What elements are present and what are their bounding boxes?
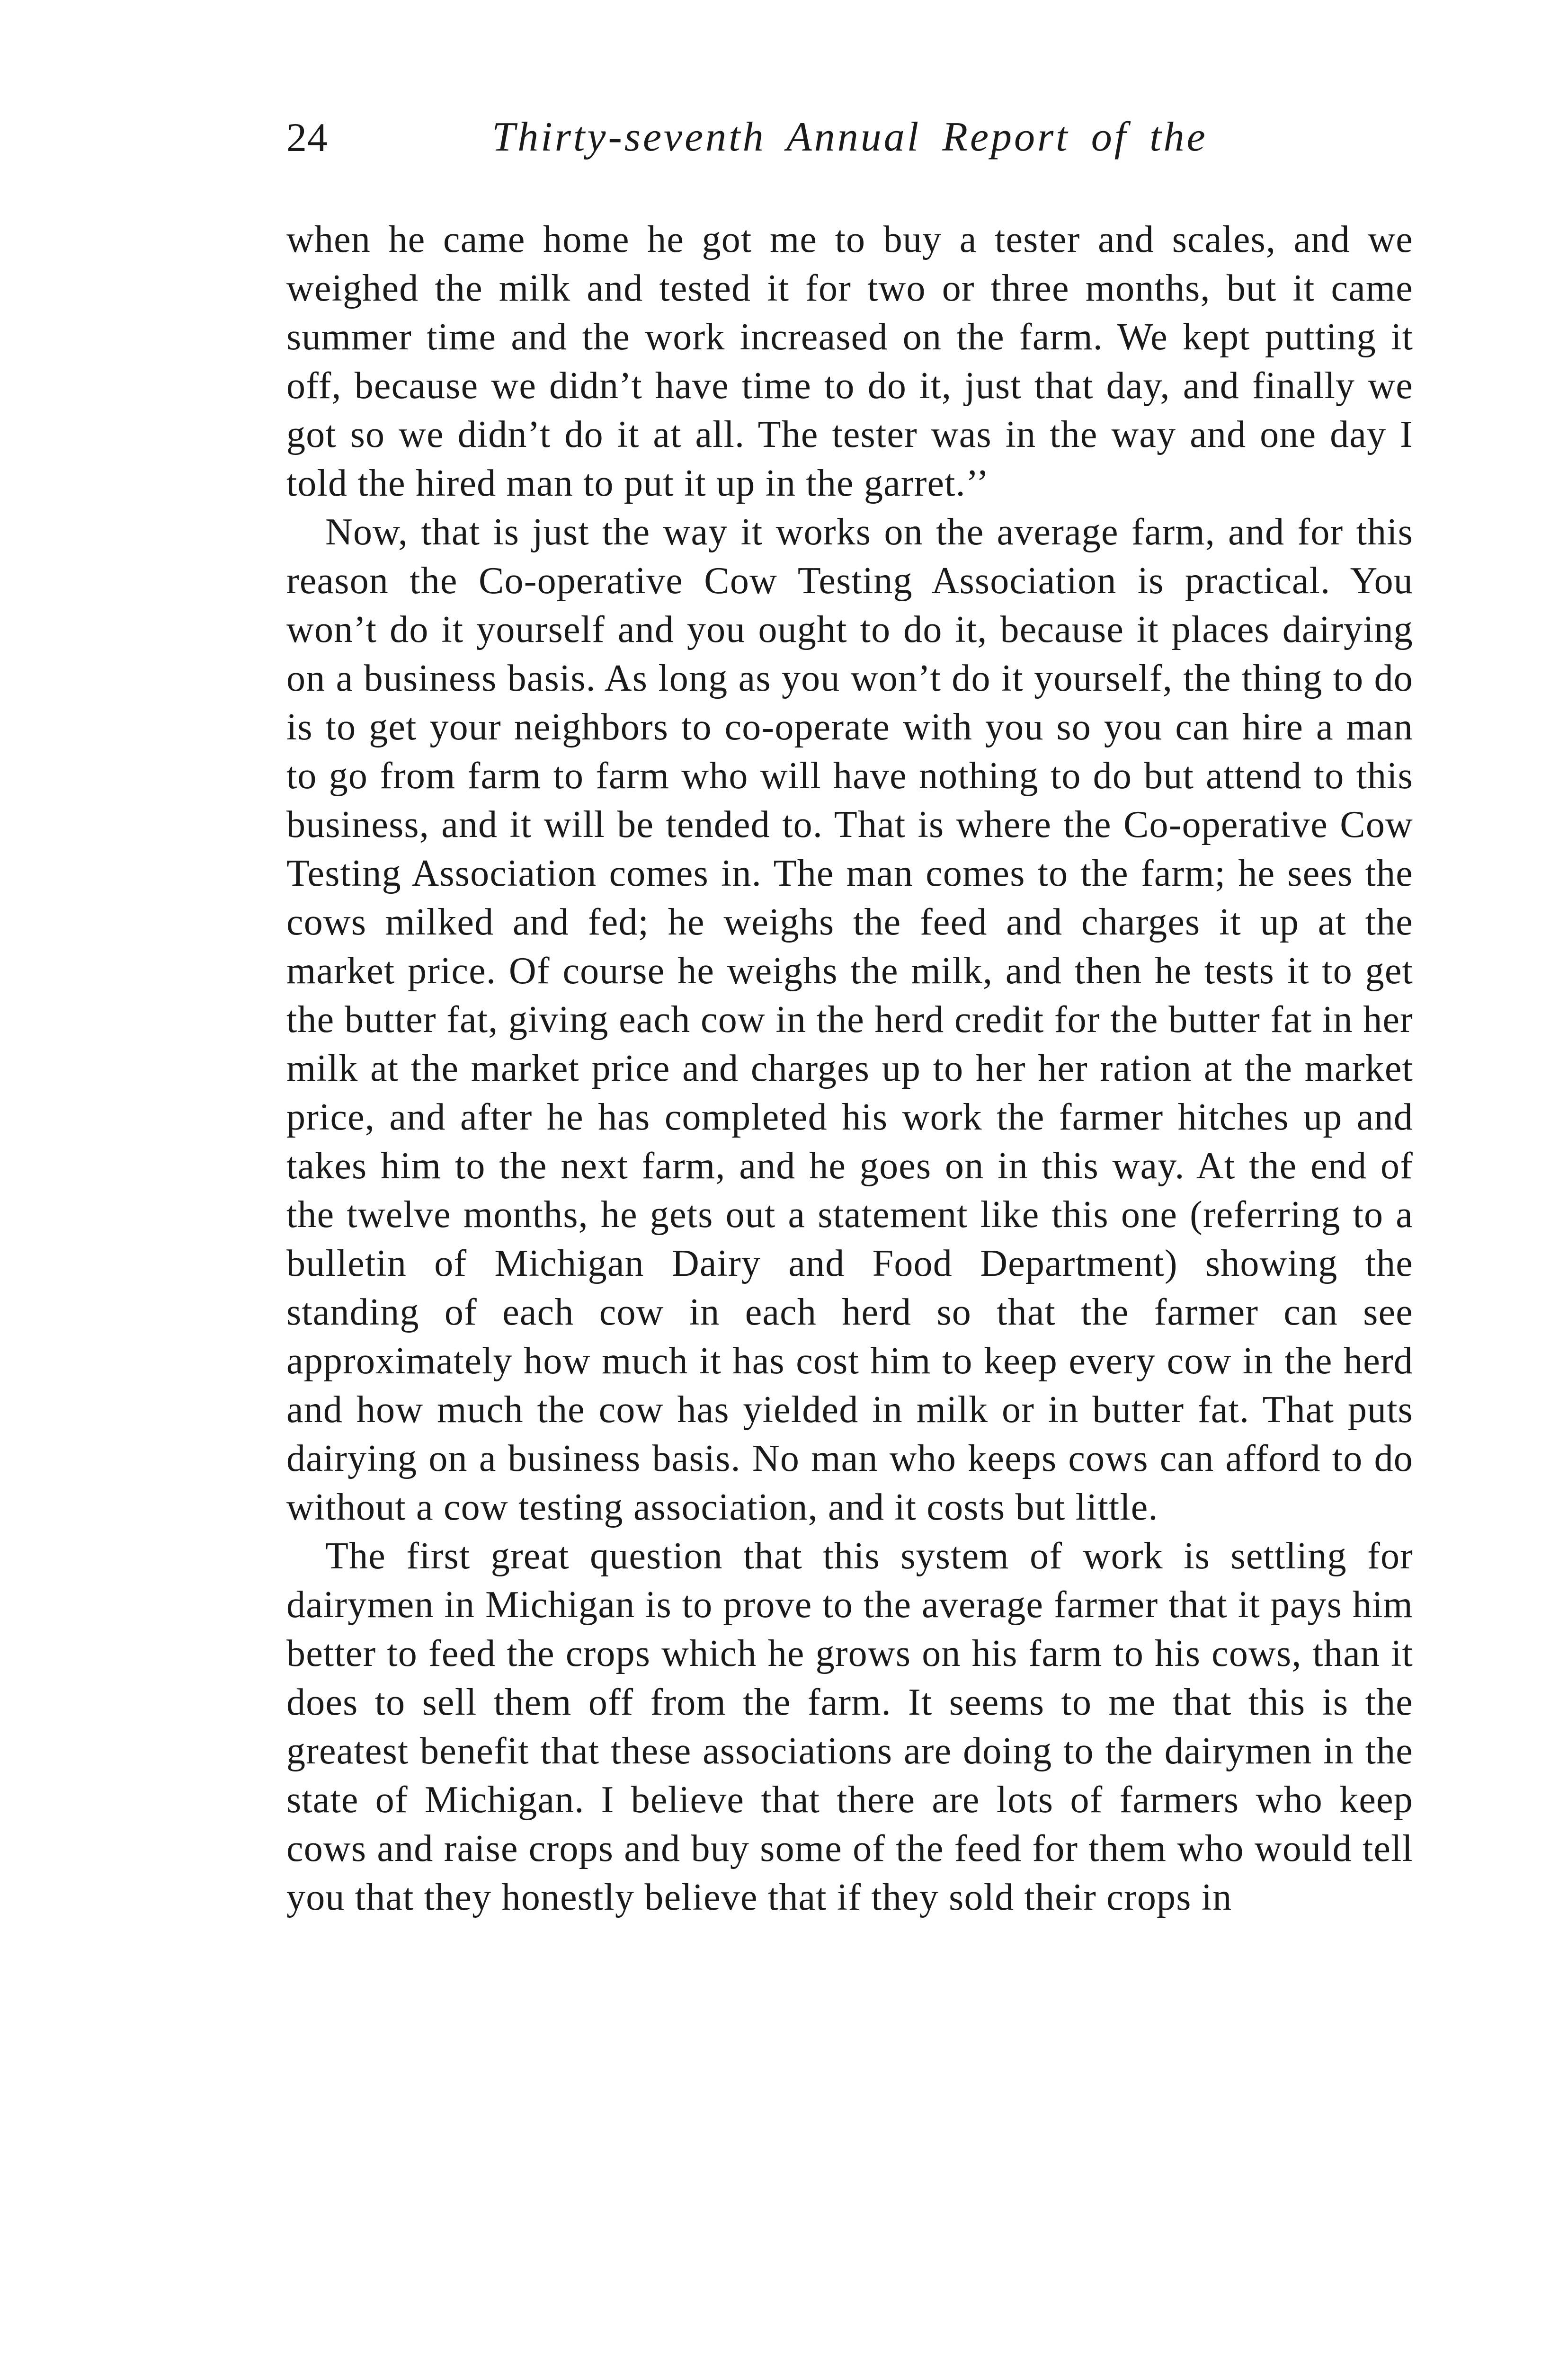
running-head [286, 111, 1413, 168]
paragraph-first-great-question: The first great question that this system of work is settling for dairymen in Michigan is to prove to the average farmer that it pays him better to feed the crops which he grows on his farm to his cows, than it does to sell them off from the farm. It seems to me that this is the greatest benefit that these associations are doing to the dairymen in the state of Michigan. I believe that there are lots of farmers who keep cows and raise crops and buy some of the feed for them who would tell you that they honestly believe that if they sold their crops in [286, 1535, 1413, 1918]
paragraph-continuation: when he came home he got me to buy a tester and scales, and we weighed the milk and tested it for two or three months, but it came summer time and the work increased on the farm. We kept putting it off, because we didn’t have time to do it, just that day, and finally we got so we didn’t do it at all. The tester was in the way and one day I told the hired man to put it up in the garret.’’ [286, 219, 1413, 504]
paragraph-cow-testing-association: Now, that is just the way it works on the average farm, and for this reason the Co-operative Cow Testing Association is practical. You won’t do it yourself and you ought to do it, because it places dairying on a business basis. As long as you won’t do it yourself, the thing to do is to get your neighbors to co-operate with you so you can hire a man to go from farm to farm who will have nothing to do but attend to this business, and it will be tended to. That is where the Co-operative Cow Testing Association comes in. The man comes to the farm; he sees the cows milked and fed; he weighs the feed and charges it up at the market price. Of course he weighs the milk, and then he tests it to get the butter fat, giving each cow in the herd credit for the butter fat in her milk at the market price and charges up to her her ration at the market price, and after he has completed his work the farmer hitches up and takes him to the next farm, and he goes on in this way. At the end of the twelve months, he gets out a statement like this one (referring to a bulletin of Michigan Dairy and Food Department) showing the standing of each cow in each herd so that the farmer can see approximately how much it has cost him to keep every cow in the herd and how much the cow has yielded in milk or in butter fat. That puts dairying on a business basis. No man who keeps cows can afford to do without a cow testing association, and it costs but little. [286, 511, 1413, 1528]
page-number: 24 [286, 115, 328, 160]
running-title: Thirty-seventh Annual Report of the [492, 114, 1208, 160]
body-text [286, 215, 1413, 1922]
